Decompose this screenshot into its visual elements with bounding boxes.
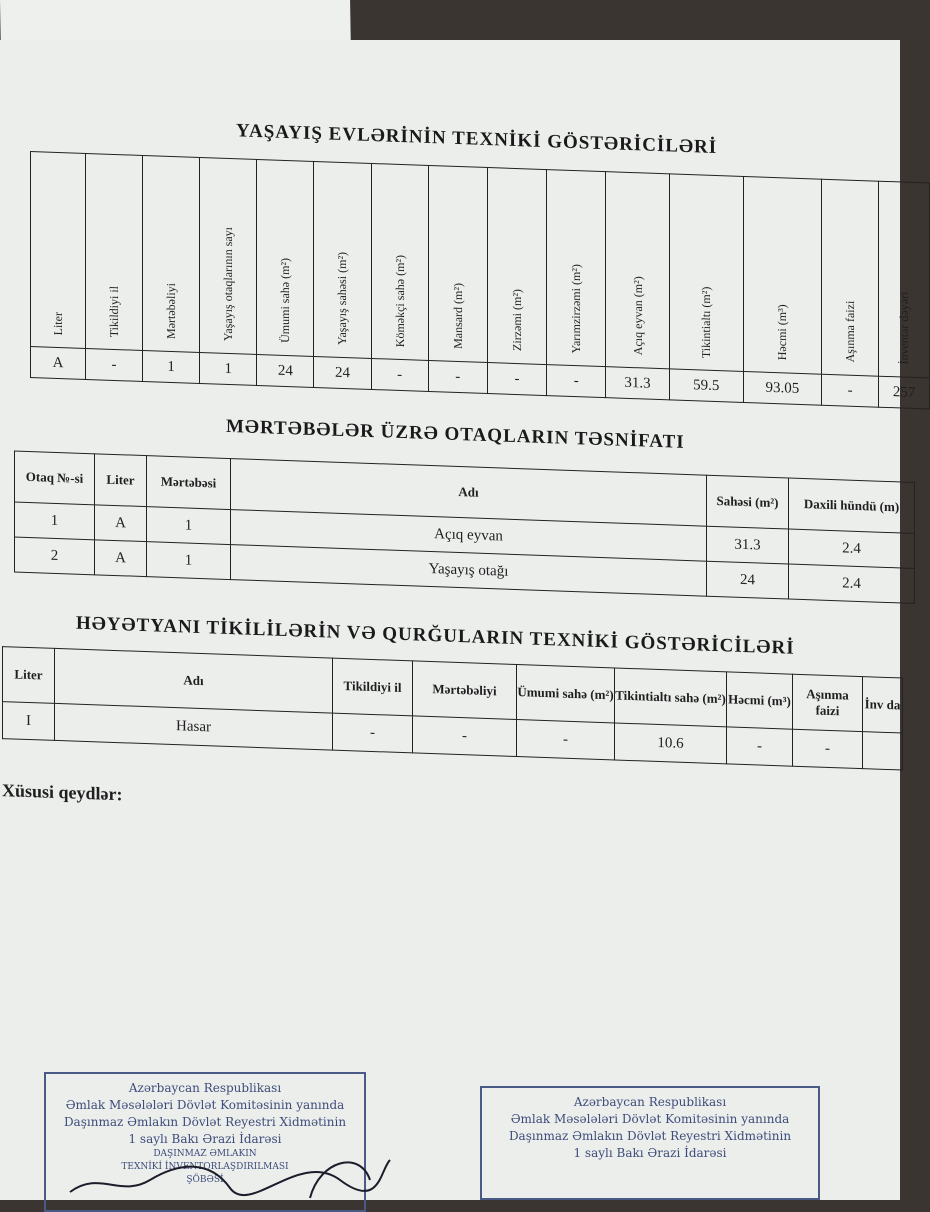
table-cell: 1 <box>147 542 231 580</box>
header-cell: Liter <box>31 152 86 349</box>
header-cell: Mərtəbəliyi <box>143 155 200 352</box>
signature-icon <box>60 1140 400 1200</box>
stamp-right <box>480 1086 820 1200</box>
header-cell: Həcmi (m³) <box>743 176 821 374</box>
table-cell: A <box>95 505 147 542</box>
table-cell: 2 <box>15 537 95 575</box>
table-cell: 257 <box>879 376 930 409</box>
table-cell: 31.3 <box>707 526 789 564</box>
header-cell: Yaşayış otaqlarının sayı <box>200 157 257 354</box>
header-cell: İnventar dəyəri <box>879 181 930 378</box>
section3-title: HƏYƏTYANI TİKİLİLƏRİN VƏ QURĞULARIN TEXNİKİ GÖSTƏRİCİLƏRİ <box>76 612 795 659</box>
header-cell: Mansard (m²) <box>428 165 487 362</box>
section2-title: MƏRTƏBƏLƏR ÜZRƏ OTAQLARIN TƏSNİFATI <box>226 415 685 453</box>
header-cell: Adı <box>55 648 333 713</box>
stamp-line: 1 saylı Bakı Ərazi İdarəsi <box>573 1146 727 1160</box>
stamp-line: TEXNİKİ İNVENTORLAŞDIRILMASI <box>121 1162 289 1172</box>
table-cell: - <box>727 727 793 766</box>
table-cell: - <box>822 374 879 407</box>
table-cell: - <box>371 358 428 391</box>
table-cell: Açıq eyvan <box>231 510 707 562</box>
header-cell: Adı <box>231 459 707 527</box>
table-cell: A <box>31 347 86 380</box>
header-cell: Zirzəmi (m²) <box>487 168 546 365</box>
header-cell: Sahəsi (m²) <box>707 475 789 529</box>
stamp-line: Əmlak Məsələləri Dövlət Komitəsinin yanında <box>510 1112 790 1126</box>
stamp-line: 1 saylı Bakı Ərazi İdarəsi <box>128 1132 282 1146</box>
table-cell: 24 <box>257 354 314 387</box>
header-cell: Mərtəbəsi <box>147 456 231 510</box>
header-cell: Ümumi sahə (m²) <box>517 665 615 723</box>
header-cell: Köməkçi sahə (m²) <box>371 163 428 360</box>
stamp-line: Əmlak Məsələləri Dövlət Komitəsinin yanında <box>65 1098 345 1112</box>
stamp-line: DAŞINMAZ ƏMLAKIN <box>153 1149 257 1159</box>
header-cell: Tikintialtı sahə (m²) <box>615 668 727 727</box>
table-cell: 59.5 <box>669 369 743 403</box>
stamp-line: Azərbaycan Respublikası <box>573 1095 727 1109</box>
table-cell: - <box>85 348 142 381</box>
header-cell: Daxili hündü (m) <box>789 478 915 533</box>
header-cell: Yaşayış sahəsi (m²) <box>314 161 371 358</box>
table-cell: 10.6 <box>615 723 727 764</box>
table-cell: 2.4 <box>789 564 915 603</box>
header-cell: İnv da <box>863 677 903 733</box>
header-cell: Mərtəbəliyi <box>413 661 517 720</box>
table-cell: 24 <box>314 356 371 389</box>
table-cell: - <box>333 713 413 753</box>
header-cell: Liter <box>3 647 55 704</box>
table-cell: 2.4 <box>789 529 915 568</box>
table-cell: I <box>3 702 55 741</box>
header-cell: Yarımzirzəmi (m²) <box>547 170 606 367</box>
table-cell: - <box>413 716 517 757</box>
yard-structures-table <box>2 646 903 770</box>
special-notes-label: Xüsusi qeydlər: <box>2 780 123 805</box>
table-cell: - <box>487 363 546 396</box>
table-cell: A <box>95 540 147 577</box>
header-cell: Liter <box>95 454 147 507</box>
table-cell: 24 <box>707 561 789 599</box>
table-cell: 31.3 <box>606 367 669 400</box>
stamp-line: Daşınmaz Əmlakın Dövlət Reyestri Xidmətinin <box>63 1115 347 1129</box>
header-cell: Açıq eyvan (m²) <box>606 172 669 369</box>
table-cell <box>863 732 903 770</box>
header-cell: Tikildiyi il <box>85 153 142 350</box>
header-cell: Otaq №-si <box>15 451 95 505</box>
stamp-line: Daşınmaz Əmlakın Dövlət Reyestri Xidmətinin <box>508 1129 792 1143</box>
header-cell: Tikildiyi il <box>333 658 413 716</box>
table-cell: 93.05 <box>743 371 821 405</box>
table-cell: Yaşayış otağı <box>231 545 707 597</box>
stamp-line: ŞÖBƏSİ <box>186 1175 224 1185</box>
table-header-row <box>31 152 930 378</box>
stamp-line: Azərbaycan Respublikası <box>128 1081 282 1095</box>
table-cell: 1 <box>143 350 200 383</box>
table-cell: - <box>547 365 606 398</box>
table-cell: 1 <box>15 502 95 540</box>
table-cell: - <box>793 729 863 768</box>
residential-tech-table <box>30 151 930 409</box>
section1-title: YAŞAYIŞ EVLƏRİNİN TEXNİKİ GÖSTƏRİCİLƏRİ <box>236 120 718 159</box>
rooms-by-floor-table <box>14 450 915 603</box>
header-cell: Tikintialtı (m²) <box>669 174 743 372</box>
table-cell: - <box>517 720 615 760</box>
table-cell: - <box>428 360 487 393</box>
header-cell: Aşınma faizi <box>822 179 879 376</box>
header-cell: Həcmi (m³) <box>727 672 793 729</box>
document-page <box>0 40 916 1200</box>
table-cell: 1 <box>200 352 257 385</box>
table-cell: Hasar <box>55 703 333 750</box>
table-cell: 1 <box>147 507 231 545</box>
header-cell: Ümumi sahə (m²) <box>257 159 314 356</box>
header-cell: Aşınma faizi <box>793 674 863 731</box>
